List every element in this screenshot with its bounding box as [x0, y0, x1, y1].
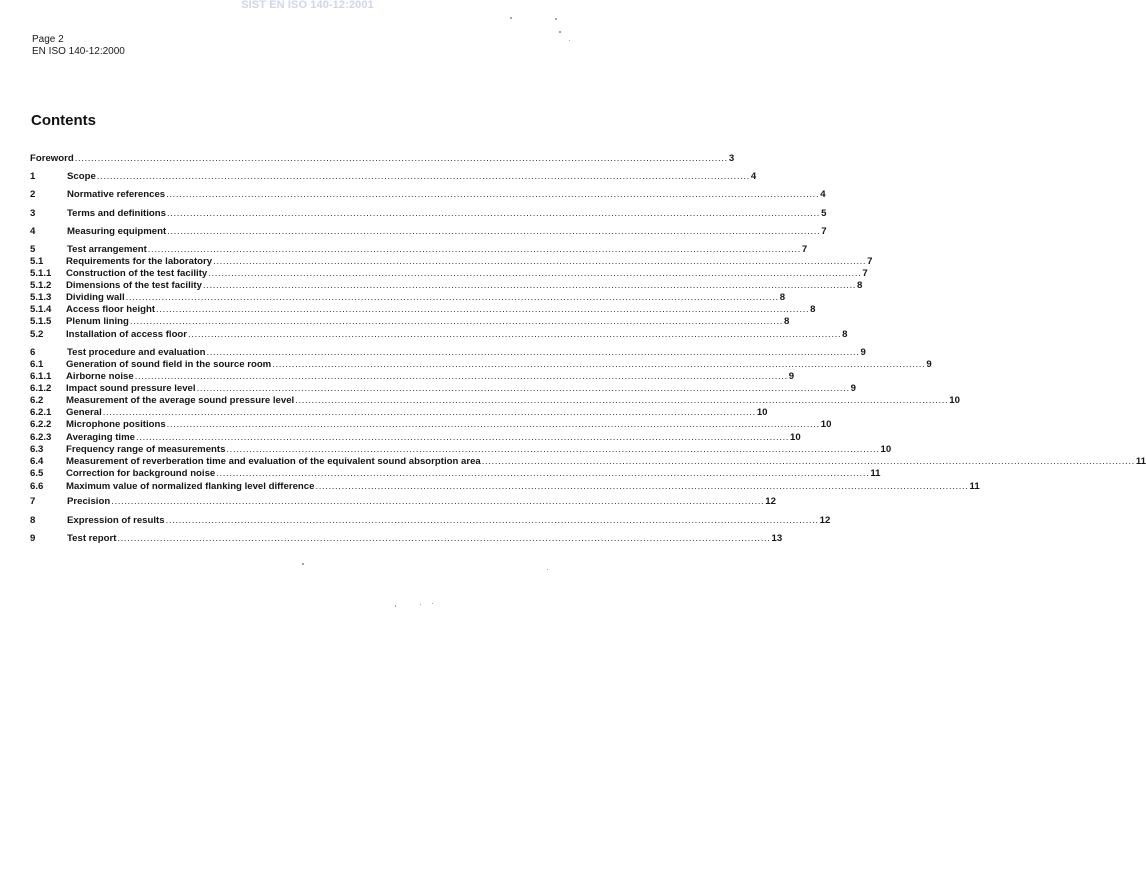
- toc-entry: [30, 371, 795, 383]
- toc-entry: [30, 383, 856, 395]
- toc-entry-number: 3: [30, 208, 36, 219]
- toc-entry: [30, 496, 776, 508]
- toc-entry-title: Normative references: [67, 189, 166, 200]
- toc-entry-page: 12: [765, 496, 776, 507]
- toc-entry-number: 1: [30, 171, 36, 182]
- toc-entry-title: Microphone positions: [66, 419, 166, 430]
- toc-entry-page: 12: [819, 515, 831, 526]
- toc-entry: [30, 533, 783, 545]
- toc-entry-number: 6.2.3: [30, 432, 52, 443]
- toc-entry-page: 11: [1135, 456, 1146, 467]
- dot-leader: ........................................................................................................................................................................................................: [134, 371, 788, 382]
- toc-entry-title: Airborne noise: [66, 371, 134, 382]
- dot-leader: ........................................................................................................................................................................................................: [102, 407, 756, 418]
- toc-entry-title: Averaging time: [66, 432, 135, 443]
- toc-entry-title: Test procedure and evaluation: [67, 347, 206, 358]
- toc-entry-page: 11: [969, 481, 980, 492]
- toc-entry: [30, 329, 848, 341]
- toc-entry-page: 10: [790, 432, 801, 443]
- toc-entry-page: 8: [779, 292, 786, 303]
- dot-leader: ........................................................................................................................................................................................................: [156, 304, 810, 315]
- toc-entry: [30, 395, 960, 407]
- dot-leader: ........................................................................................................................................................................................................: [125, 292, 779, 303]
- toc-entry: [30, 256, 873, 268]
- toc-entry: [30, 347, 866, 359]
- toc-entry-page: 9: [788, 371, 795, 382]
- toc-entry-page: 7: [821, 226, 827, 237]
- contents-title: Contents: [31, 112, 96, 129]
- toc-entry-page: 10: [880, 444, 892, 455]
- toc-entry: [30, 208, 827, 220]
- dot-leader: ........................................................................................................................................................................................................: [226, 444, 880, 455]
- toc-entry-number: 6.1.2: [30, 383, 52, 394]
- toc-entry-number: 6.4: [30, 456, 44, 467]
- toc-entry: [30, 189, 826, 201]
- toc-entry-page: 7: [867, 256, 873, 267]
- dot-leader: ........................................................................................................................................................................................................: [135, 432, 790, 443]
- toc-entry-title: Foreword: [30, 153, 74, 164]
- toc-entry-title: Test arrangement: [67, 244, 147, 255]
- standard-reference: EN ISO 140-12:2000: [32, 46, 125, 57]
- dot-leader: ........................................................................................................................................................................................................: [315, 481, 969, 492]
- scan-speck: [559, 31, 561, 33]
- scan-speck: [395, 605, 396, 607]
- toc-entry-number: 5.1.3: [30, 292, 52, 303]
- toc-entry: [30, 244, 808, 256]
- toc-entry-title: Dividing wall: [66, 292, 125, 303]
- dot-leader: ........................................................................................................................................................................................................: [147, 244, 801, 255]
- toc-entry-page: 8: [857, 280, 863, 291]
- toc-entry-number: 6.2.1: [30, 407, 52, 418]
- toc-entry-number: 6.1.1: [30, 371, 52, 382]
- toc-entry-number: 5.1.5: [30, 316, 52, 327]
- toc-entry: [30, 316, 790, 328]
- toc-entry: [30, 432, 801, 444]
- toc-entry: [30, 444, 892, 456]
- toc-entry-title: Test report: [67, 533, 117, 544]
- toc-entry-title: Correction for background noise: [66, 468, 216, 479]
- toc-entry-page: 8: [842, 329, 848, 340]
- toc-entry-title: Generation of sound field in the source room: [66, 359, 272, 370]
- toc-entry-page: 4: [750, 171, 757, 182]
- toc-entry: [30, 515, 831, 527]
- toc-entry-number: 2: [30, 189, 36, 200]
- dot-leader: ........................................................................................................................................................................................................: [74, 153, 728, 164]
- toc-entry-title: Measurement of the average sound pressure level: [66, 395, 295, 406]
- toc-entry-page: 8: [810, 304, 816, 315]
- toc-entry: [30, 268, 868, 280]
- toc-entry-title: General: [66, 407, 102, 418]
- toc-entry-page: 11: [870, 468, 881, 479]
- dot-leader: ........................................................................................................................................................................................................: [202, 280, 857, 291]
- toc-entry-page: 9: [860, 347, 866, 358]
- toc-entry-number: 5.2: [30, 329, 44, 340]
- dot-leader: ........................................................................................................................................................................................................: [111, 496, 765, 507]
- dot-leader: ........................................................................................................................................................................................................: [166, 419, 820, 430]
- toc-entry-title: Scope: [67, 171, 96, 182]
- toc-entry-title: Plenum lining: [66, 316, 129, 327]
- toc-entry-number: 6.2.2: [30, 419, 52, 430]
- toc-entry-page: 10: [949, 395, 960, 406]
- dot-leader: ........................................................................................................................................................................................................: [166, 189, 820, 200]
- toc-entry-title: Frequency range of measurements: [66, 444, 226, 455]
- toc-entry-page: 8: [784, 316, 790, 327]
- scan-speck: [547, 569, 548, 570]
- toc-entry-number: 5.1.1: [30, 268, 52, 279]
- toc-entry-page: 3: [728, 153, 735, 164]
- toc-entry-number: 5.1.2: [30, 280, 52, 291]
- toc-entry-page: 7: [862, 268, 868, 279]
- toc-entry-number: 7: [30, 496, 36, 507]
- toc-entry-number: 4: [30, 226, 36, 237]
- watermark-text: SIST EN ISO 140-12:2001: [241, 0, 374, 11]
- toc-entry-title: Access floor height: [66, 304, 156, 315]
- toc-entry-title: Maximum value of normalized flanking level difference: [66, 481, 315, 492]
- dot-leader: ........................................................................................................................................................................................................: [196, 383, 850, 394]
- dot-leader: ........................................................................................................................................................................................................: [96, 171, 750, 182]
- dot-leader: ........................................................................................................................................................................................................: [208, 268, 862, 279]
- scan-speck: [510, 17, 512, 19]
- toc-entry-number: 5.1: [30, 256, 44, 267]
- toc-entry-number: 6.1: [30, 359, 44, 370]
- toc-entry: [30, 153, 735, 165]
- toc-entry: [30, 280, 863, 292]
- toc-entry-number: 6.5: [30, 468, 44, 479]
- scan-speck: [432, 603, 433, 604]
- toc-entry-number: 6.3: [30, 444, 44, 455]
- toc-entry: [30, 226, 827, 238]
- toc-entry-number: 5.1.4: [30, 304, 52, 315]
- toc-entry-number: 9: [30, 533, 36, 544]
- toc-entry-page: 10: [820, 419, 832, 430]
- toc-entry-title: Precision: [67, 496, 111, 507]
- dot-leader: ........................................................................................................................................................................................................: [206, 347, 860, 358]
- toc-entry-page: 9: [850, 383, 856, 394]
- toc-entry-title: Measuring equipment: [67, 226, 167, 237]
- scan-speck: [569, 40, 570, 41]
- dot-leader: ........................................................................................................................................................................................................: [166, 208, 821, 219]
- toc-entry-title: Requirements for the laboratory: [66, 256, 213, 267]
- toc-entry-number: 6.2: [30, 395, 44, 406]
- toc-entry: [30, 481, 980, 493]
- toc-entry-page: 13: [771, 533, 783, 544]
- toc-entry-page: 7: [801, 244, 808, 255]
- toc-entry-page: 5: [821, 208, 827, 219]
- toc-entry-title: Terms and definitions: [67, 208, 166, 219]
- toc-entry-number: 5: [30, 244, 36, 255]
- dot-leader: ........................................................................................................................................................................................................: [481, 456, 1135, 467]
- toc-entry-number: 6.6: [30, 481, 44, 492]
- toc-entry-title: Expression of results: [67, 515, 165, 526]
- toc-entry: [30, 304, 816, 316]
- dot-leader: ........................................................................................................................................................................................................: [188, 329, 842, 340]
- dot-leader: ........................................................................................................................................................................................................: [216, 468, 870, 479]
- toc-entry-title: Dimensions of the test facility: [66, 280, 202, 291]
- toc-entry: [30, 292, 786, 304]
- toc-entry-number: 6: [30, 347, 36, 358]
- toc-entry: [30, 468, 881, 480]
- scan-speck: [555, 18, 557, 20]
- page-number: Page 2: [32, 34, 64, 45]
- dot-leader: ........................................................................................................................................................................................................: [272, 359, 926, 370]
- toc-entry-title: Construction of the test facility: [66, 268, 208, 279]
- toc-entry-page: 9: [926, 359, 932, 370]
- dot-leader: ........................................................................................................................................................................................................: [213, 256, 867, 267]
- toc-entry: [30, 407, 768, 419]
- dot-leader: ........................................................................................................................................................................................................: [295, 395, 949, 406]
- toc-entry-number: 8: [30, 515, 36, 526]
- toc-entry-title: Measurement of reverberation time and evaluation of the equivalent sound absorption area: [66, 456, 481, 467]
- toc-entry-title: Installation of access floor: [66, 329, 188, 340]
- scan-speck: [302, 563, 304, 565]
- toc-entry: [30, 456, 1146, 468]
- dot-leader: ........................................................................................................................................................................................................: [129, 316, 783, 327]
- dot-leader: ........................................................................................................................................................................................................: [165, 515, 819, 526]
- toc-entry-page: 10: [756, 407, 768, 418]
- toc-entry-title: Impact sound pressure level: [66, 383, 196, 394]
- scan-speck: [420, 604, 421, 605]
- toc-entry: [30, 171, 757, 183]
- toc-entry-page: 4: [820, 189, 826, 200]
- dot-leader: ........................................................................................................................................................................................................: [167, 226, 821, 237]
- toc-entry: [30, 419, 832, 431]
- toc-entry: [30, 359, 932, 371]
- dot-leader: ........................................................................................................................................................................................................: [117, 533, 771, 544]
